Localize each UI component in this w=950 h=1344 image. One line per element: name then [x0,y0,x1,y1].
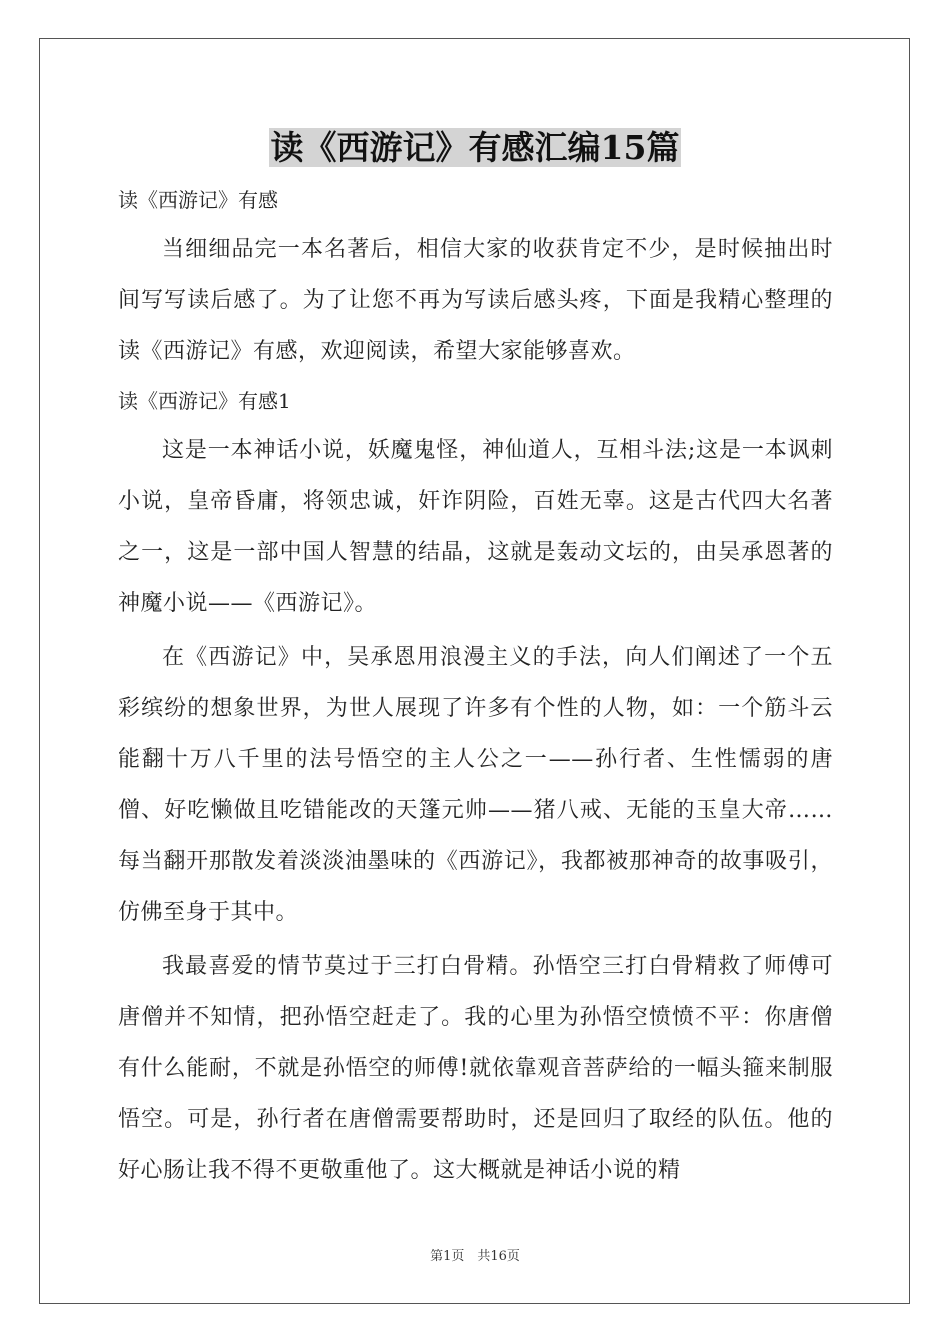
paragraph: 这是一本神话小说，妖魔鬼怪，神仙道人，互相斗法;这是一本讽刺小说，皇帝昏庸，将领忠诚，奸诈阴险，百姓无辜。这是古代四大名著之一，这是一部中国人智慧的结晶，这就是轰动文坛的，由吴承恩著的神魔小说——《西游记》。 [118,438,833,616]
page-footer: 第1页 共16页 [430,1249,520,1264]
document-title [0,122,950,174]
section-heading: 读《西游记》有感1 [118,389,291,413]
section-heading: 读《西游记》有感 [118,188,278,212]
paragraph: 我最喜爱的情节莫过于三打白骨精。孙悟空三打白骨精救了师傅可唐僧并不知情，把孙悟空赶走了。我的心里为孙悟空愤愤不平：你唐僧有什么能耐，不就是孙悟空的师傅!就依靠观音菩萨给的一幅头箍来制服悟空。可是，孙行者在唐僧需要帮助时，还是回归了取经的队伍。他的好心肠让我不得不更敬重他了。这大概就是神话小说的精 [118,954,833,1183]
document-title-text: 读《西游记》有感汇编15篇 [270,128,680,167]
paragraph: 当细细品完一本名著后，相信大家的收获肯定不少，是时候抽出时间写写读后感了。为了让您不再为写读后感头疼，下面是我精心整理的读《西游记》有感，欢迎阅读，希望大家能够喜欢。 [118,237,833,364]
paragraph: 在《西游记》中，吴承恩用浪漫主义的手法，向人们阐述了一个五彩缤纷的想象世界，为世人展现了许多有个性的人物，如：一个筋斗云能翻十万八千里的法号悟空的主人公之一——孙行者、生性懦弱的唐僧、好吃懒做且吃错能改的天篷元帅——猪八戒、无能的玉皇大帝……每当翻开那散发着淡淡油墨味的《西游记》，我都被那神奇的故事吸引，仿佛至身于其中。 [118,645,833,925]
document-body [118,176,833,1196]
